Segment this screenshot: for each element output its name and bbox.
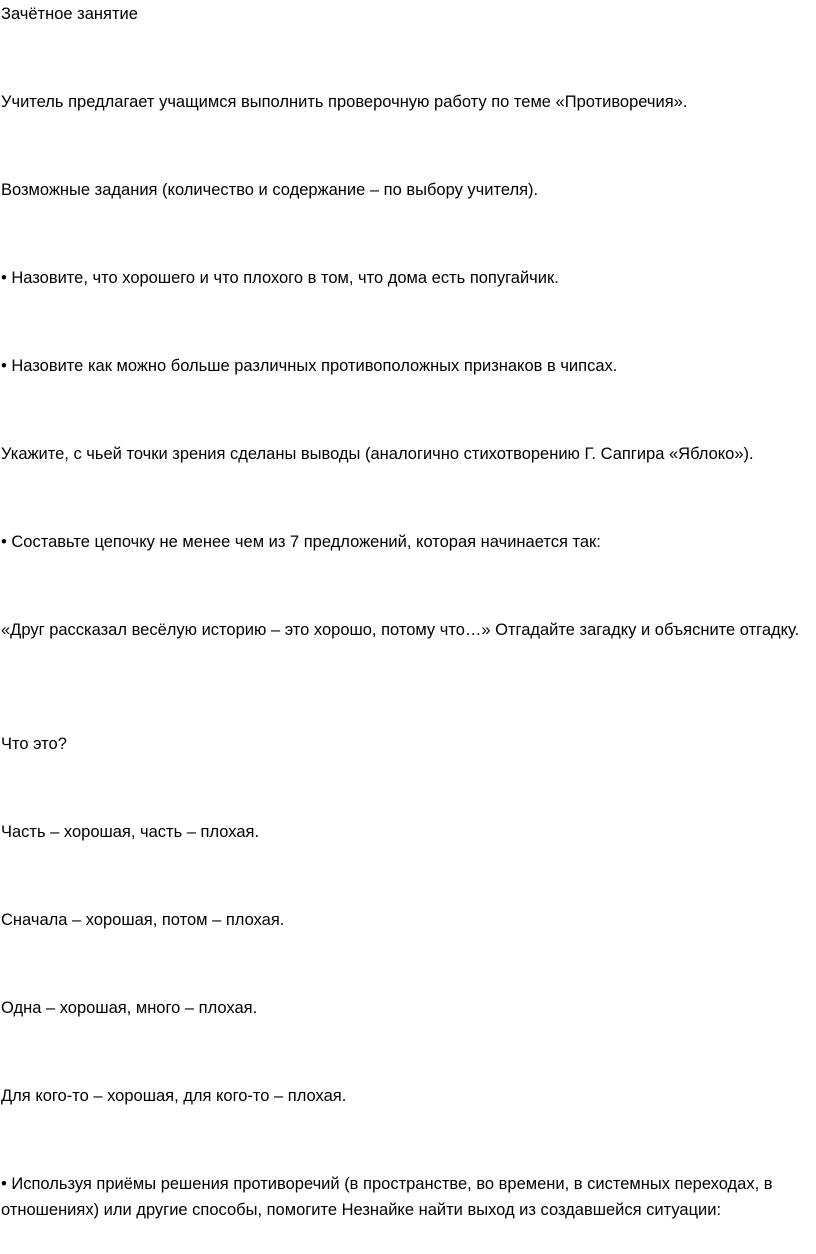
- paragraph-friend-story: «Друг рассказал весёлую историю – это хорошо, потому что…» Отгадайте загадку и объясните отгадку.: [1, 621, 800, 639]
- riddle-line-1: Часть – хорошая, часть – плохая.: [1, 823, 260, 841]
- paragraph-tasks-note: Возможные задания (количество и содержание – по выбору учителя).: [1, 181, 539, 199]
- document-title: Зачётное занятие: [1, 5, 138, 23]
- riddle-line-4: Для кого-то – хорошая, для кого-то – плохая.: [1, 1087, 347, 1105]
- riddle-line-3: Одна – хорошая, много – плохая.: [1, 999, 258, 1017]
- riddle-line-2: Сначала – хорошая, потом – плохая.: [1, 911, 285, 929]
- bullet-parrot: • Назовите, что хорошего и что плохого в том, что дома есть попугайчик.: [1, 269, 559, 287]
- paragraph-intro: Учитель предлагает учащимся выполнить проверочную работу по теме «Противоречия».: [1, 93, 688, 111]
- bullet-neznaika: • Используя приёмы решения противоречий (в пространстве, во времени, в системных переходах, в отношениях) или другие способы, помогите Незнайке найти выход из создавшейся ситуации:: [1, 1175, 773, 1219]
- paragraph-point-of-view: Укажите, с чьей точки зрения сделаны выводы (аналогично стихотворению Г. Сапгира «Яблоко»).: [1, 445, 754, 463]
- bullet-chips: • Назовите как можно больше различных противоположных признаков в чипсах.: [1, 357, 618, 375]
- paragraph-riddle-question: Что это?: [1, 735, 67, 753]
- bullet-chain: • Составьте цепочку не менее чем из 7 предложений, которая начинается так:: [1, 533, 601, 551]
